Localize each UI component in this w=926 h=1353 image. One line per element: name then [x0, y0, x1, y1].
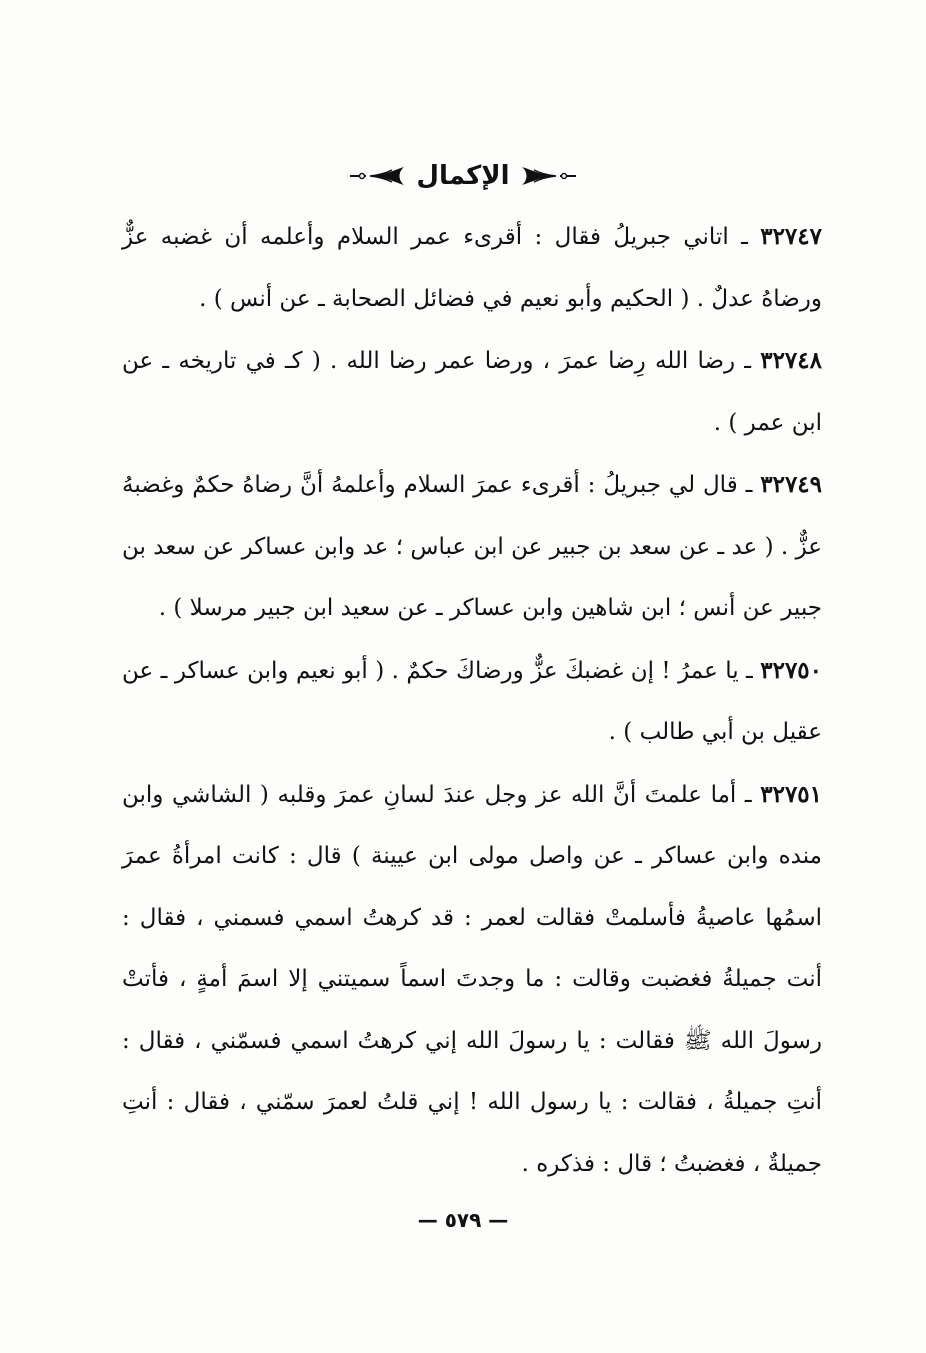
hadith-entry: [122, 330, 822, 454]
entry-number: ٣٢٧٥٠: [760, 656, 823, 684]
entry-text: ـ أما علمتَ أنَّ الله عز وجل عندَ لسانِ عمرَ وقلبه ( الشاشي وابن منده وابن عساكر ـ عن واصل مولى ابن عيينة ) قال : كانت امرأةُ عمرَ اسمُها عاصيةُ فأسلمتْ فقالت لعمر : قد كرهتُ اسمي فسمني ، فقال : أنت جميلةُ فغضبت وقالت : ما وجدتَ اسماً سميتني إلا اسمَ أمةٍ ، فأتتْ رسولَ الله ﷺ فقالت : يا رسولَ الله إني كرهتُ اسمي فسمّني ، فقال : أنتِ جميلةُ ، فقالت : يا رسول الله ! إني قلتُ لعمرَ سمّني ، فقال : أنتِ جميلةٌ ، فغضبتُ ؛ قال : فذكره .: [122, 781, 822, 1177]
hadith-entry: [122, 640, 822, 764]
entry-number: ٣٢٧٤٧: [760, 223, 822, 250]
hadith-entry: [122, 764, 822, 1196]
page-header: [0, 146, 926, 206]
entry-number: ٣٢٧٤٨: [760, 347, 822, 374]
entry-text: ـ اتاني جبريلُ فقال : أقرىء عمر السلام وأعلمه أن غضبه عزٌّ ورضاهُ عدلٌ . ( الحكيم وأبو نعيم في فضائل الصحابة ـ عن أنس ) .: [122, 224, 822, 312]
hadith-entry: [122, 454, 822, 640]
hadith-entries: [122, 206, 822, 1195]
entry-text: ـ رضا الله رِضا عمرَ ، ورضا عمر رضا الله . ( كـ في تاريخه ـ عن ابن عمر ) .: [122, 348, 822, 436]
entry-text: ـ قال لي جبريلُ : أقرىء عمرَ السلام وأعلمهُ أنَّ رضاهُ حكمٌ وغضبهُ عزٌّ . ( عد ـ عن سعد بن جبير عن ابن عباس ؛ عد وابن عساكر عن سعد بن جبير عن أنس ؛ ابن شاهين وابن عساكر ـ عن سعيد ابن جبير مرسلا ) .: [122, 472, 822, 621]
entry-number: ٣٢٧٥١: [760, 780, 823, 808]
hadith-entry: [122, 206, 822, 330]
entry-text: ـ يا عمرُ ! إن غضبكَ عزٌّ ورضاكَ حكمٌ . ( أبو نعيم وابن عساكر ـ عن عقيل بن أبي طالب ) .: [122, 657, 822, 745]
right-ornament-icon: [520, 164, 578, 188]
entry-number: ٣٢٧٤٩: [760, 471, 823, 498]
page-title: الإكمال: [416, 161, 510, 191]
page-number: — ٥٧٩ —: [417, 1208, 509, 1232]
left-ornament-icon: [348, 164, 406, 188]
